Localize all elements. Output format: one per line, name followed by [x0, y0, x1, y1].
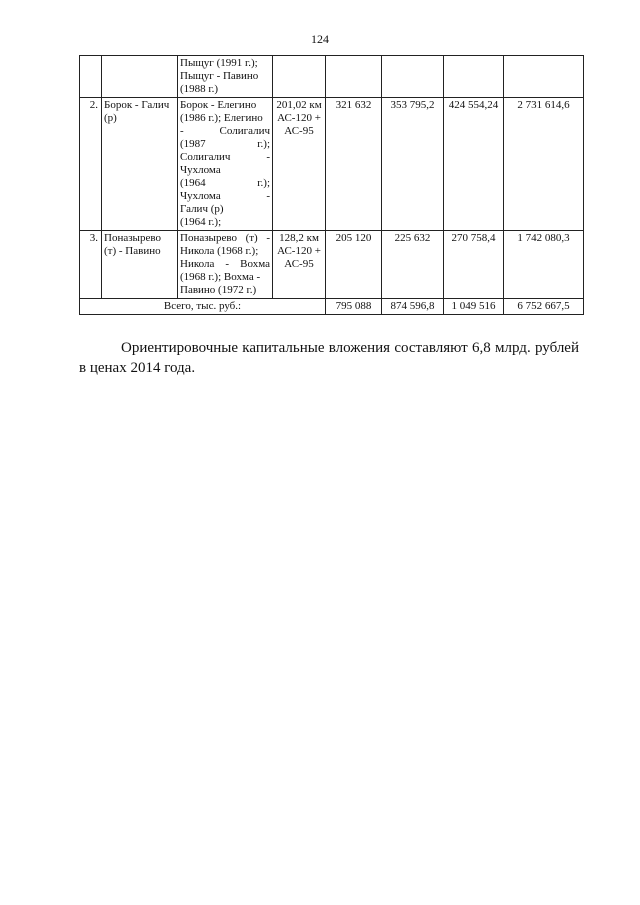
route-line: (1964 г.); — [180, 216, 222, 228]
cost-value-cell: 225 632 — [382, 231, 444, 299]
cost-value-cell: 270 758,4 — [444, 231, 504, 299]
table-body — [80, 56, 584, 315]
cost-value-cell: 424 554,24 — [444, 98, 504, 231]
route-line: Павино (1972 г.) — [180, 284, 257, 296]
length-wire-cell: 128,2 км АС-120 + АС-95 — [273, 231, 326, 299]
totals-value-cell: 874 596,8 — [382, 299, 444, 315]
route-line: Чухлома - — [180, 190, 270, 202]
table-row — [80, 231, 584, 299]
route-line: Поназырево (т) - — [180, 232, 270, 244]
investment-table — [79, 55, 584, 315]
totals-value-cell: 1 049 516 — [444, 299, 504, 315]
page-number: 124 — [311, 32, 329, 46]
grand-total-cell: 6 752 667,5 — [504, 299, 584, 315]
cost-value-cell — [382, 56, 444, 98]
cost-value-cell — [326, 56, 382, 98]
route-line: (1987 г.); — [180, 138, 270, 150]
row-number-cell: 2. — [80, 98, 102, 231]
route-line: - Солигалич — [180, 125, 270, 137]
route-history-cell — [178, 98, 273, 231]
route-line: Галич (р) — [180, 203, 224, 215]
route-line: Никола (1968 г.); — [180, 245, 259, 257]
route-line: Пыщуг - Павино — [180, 70, 259, 82]
route-line: (1986 г.); Елегино — [180, 112, 263, 124]
totals-row — [80, 299, 584, 315]
route-line: (1968 г.); Вохма - — [180, 271, 261, 283]
cost-value-cell — [444, 56, 504, 98]
route-history-cell — [178, 56, 273, 98]
summary-paragraph: Ориентировочные капитальные вложения составляют 6,8 млрд. рублей в ценах 2014 года. — [79, 340, 579, 376]
row-number-cell — [80, 56, 102, 98]
line-name-cell: Поназырево (т) - Павино — [102, 231, 178, 299]
route-line: Чухлома — [180, 164, 221, 176]
table-row — [80, 56, 584, 98]
cost-total-cell: 1 742 080,3 — [504, 231, 584, 299]
route-line: Солигалич - — [180, 151, 270, 163]
cost-value-cell: 353 795,2 — [382, 98, 444, 231]
cost-value-cell: 321 632 — [326, 98, 382, 231]
row-number-cell: 3. — [80, 231, 102, 299]
length-wire-cell: 201,02 км АС-120 + АС-95 — [273, 98, 326, 231]
totals-value-cell: 795 088 — [326, 299, 382, 315]
line-name-cell — [102, 56, 178, 98]
route-line: (1964 г.); — [180, 177, 270, 189]
route-line: Никола - Вохма — [180, 258, 270, 270]
cost-value-cell: 205 120 — [326, 231, 382, 299]
line-name-cell: Борок - Галич (р) — [102, 98, 178, 231]
route-line: Пыщуг (1991 г.); — [180, 57, 258, 69]
table-row — [80, 98, 584, 231]
cost-total-cell — [504, 56, 584, 98]
route-history-cell — [178, 231, 273, 299]
length-wire-cell — [273, 56, 326, 98]
cost-total-cell: 2 731 614,6 — [504, 98, 584, 231]
route-line: Борок - Елегино — [180, 99, 257, 111]
route-line: (1988 г.) — [180, 83, 219, 95]
totals-label: Всего, тыс. руб.: — [80, 299, 326, 315]
